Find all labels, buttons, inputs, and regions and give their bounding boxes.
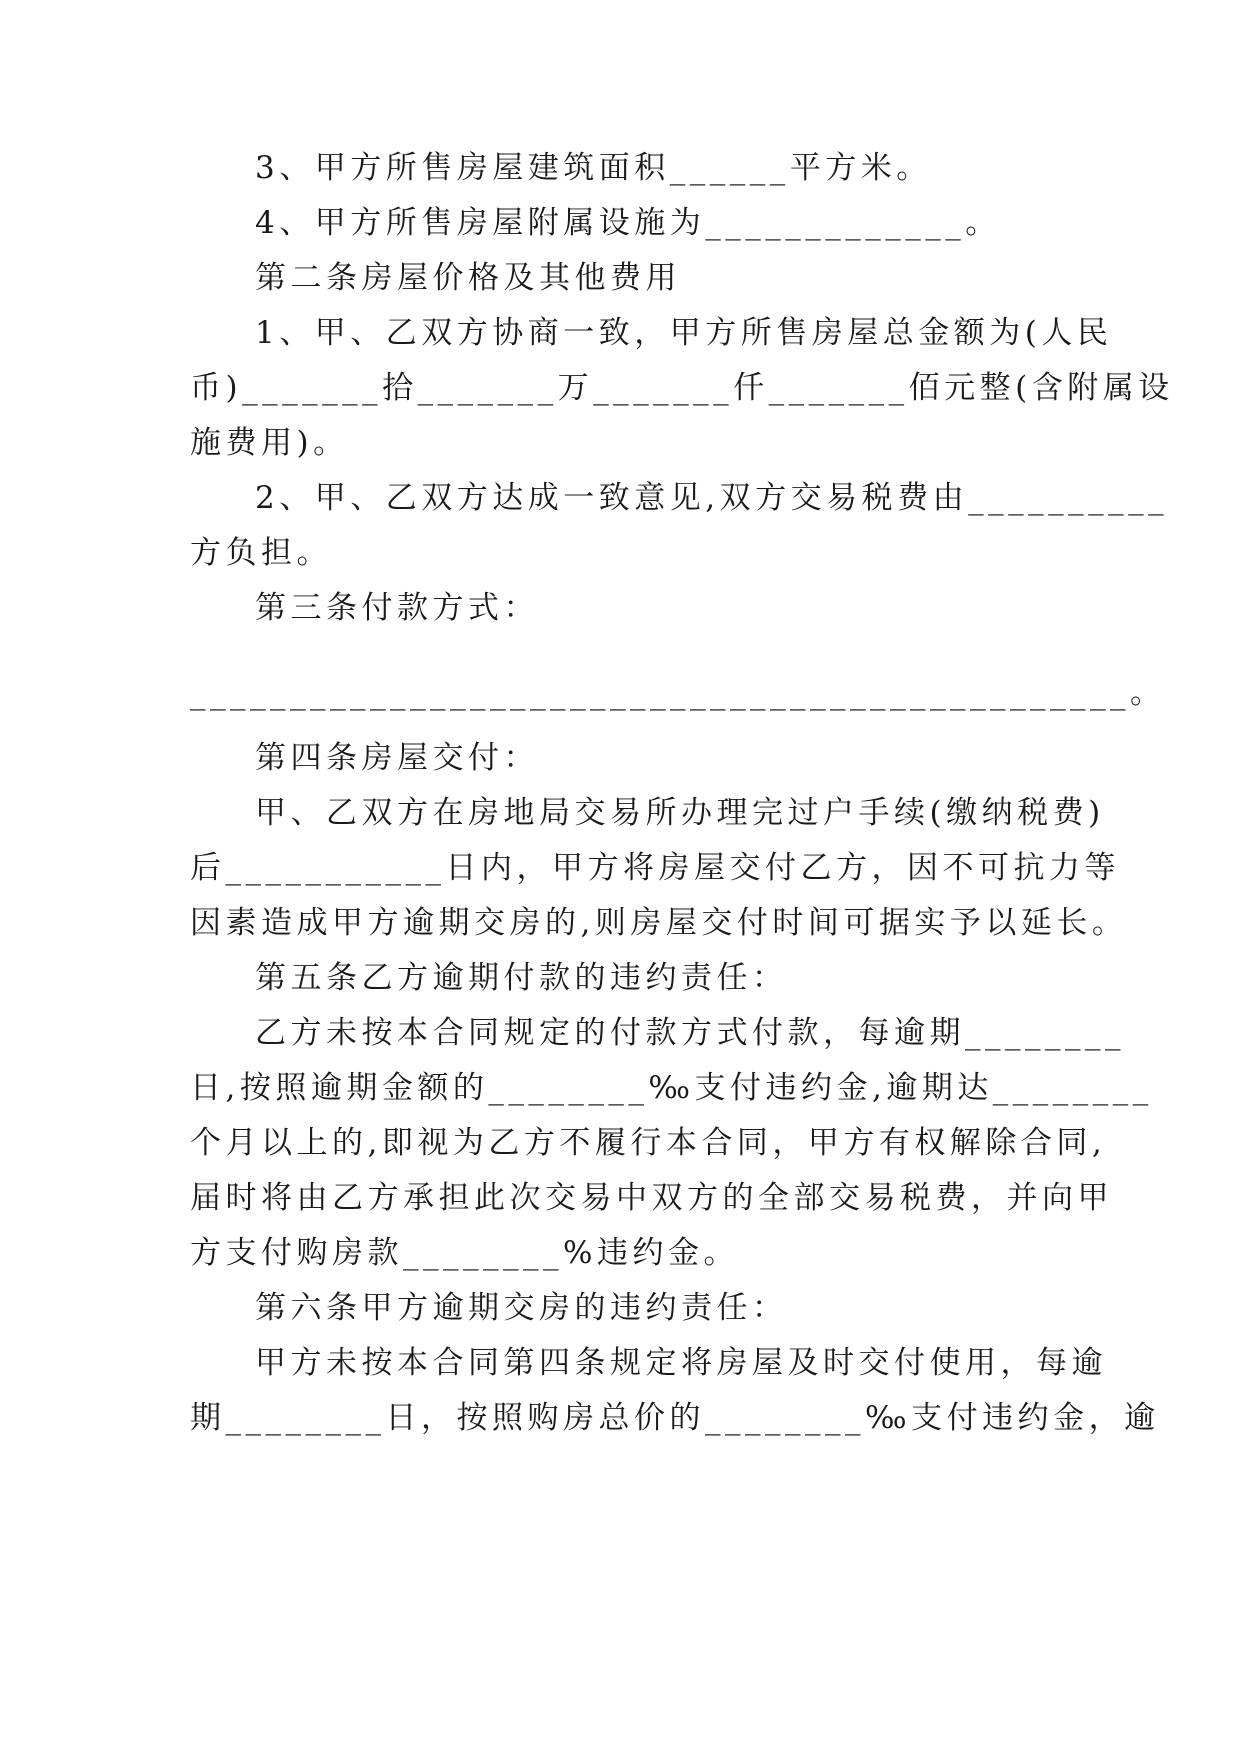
- article-3-heading: 第三条付款方式：: [255, 590, 539, 626]
- article-6-body-line-1: 甲方未按本合同第四条规定将房屋及时交付使用，每逾: [255, 1345, 1107, 1381]
- article-5-body-line-5: 方支付购房款________%违约金。: [190, 1235, 739, 1271]
- article-5-body-line-4: 届时将由乙方承担此次交易中双方的全部交易税费，并向甲: [190, 1180, 1113, 1216]
- article-2-item-1-line-2: 币)_______拾_______万_______仟_______佰元整(含附属设: [190, 370, 1174, 406]
- article-3-payment-blank: _______________________________________________。: [190, 675, 1166, 711]
- article-5-body-line-1: 乙方未按本合同规定的付款方式付款，每逾期________: [255, 1015, 1125, 1051]
- article-5-body-line-3: 个月以上的,即视为乙方不履行本合同，甲方有权解除合同,: [190, 1125, 1107, 1161]
- article-6-body-line-2: 期________日，按照购房总价的________‰支付违约金，逾: [190, 1400, 1160, 1436]
- article-2-item-2-line-2: 方负担。: [190, 535, 332, 571]
- article-2-item-1-line-1: 1、甲、乙双方协商一致，甲方所售房屋总金额为(人民: [255, 315, 1113, 351]
- article-4-body-line-2: 后___________日内，甲方将房屋交付乙方，因不可抗力等: [190, 850, 1120, 886]
- article-5-heading: 第五条乙方逾期付款的违约责任：: [255, 960, 788, 996]
- clause-4-ancillary-facilities: 4、甲方所售房屋附属设施为_____________。: [255, 205, 1001, 241]
- article-4-heading: 第四条房屋交付：: [255, 740, 539, 776]
- article-4-body-line-1: 甲、乙双方在房地局交易所办理完过户手续(缴纳税费): [255, 795, 1105, 831]
- article-5-body-line-2: 日,按照逾期金额的________‰支付违约金,逾期达________: [190, 1070, 1153, 1106]
- article-2-heading: 第二条房屋价格及其他费用: [255, 260, 681, 296]
- article-6-heading: 第六条甲方逾期交房的违约责任：: [255, 1290, 788, 1326]
- article-2-item-2-line-1: 2、甲、乙双方达成一致意见,双方交易税费由__________: [255, 480, 1169, 516]
- article-4-body-line-3: 因素造成甲方逾期交房的,则房屋交付时间可据实予以延长。: [190, 905, 1128, 941]
- article-2-item-1-line-3: 施费用)。: [190, 425, 349, 461]
- clause-3-building-area: 3、甲方所售房屋建筑面积______平方米。: [255, 150, 932, 186]
